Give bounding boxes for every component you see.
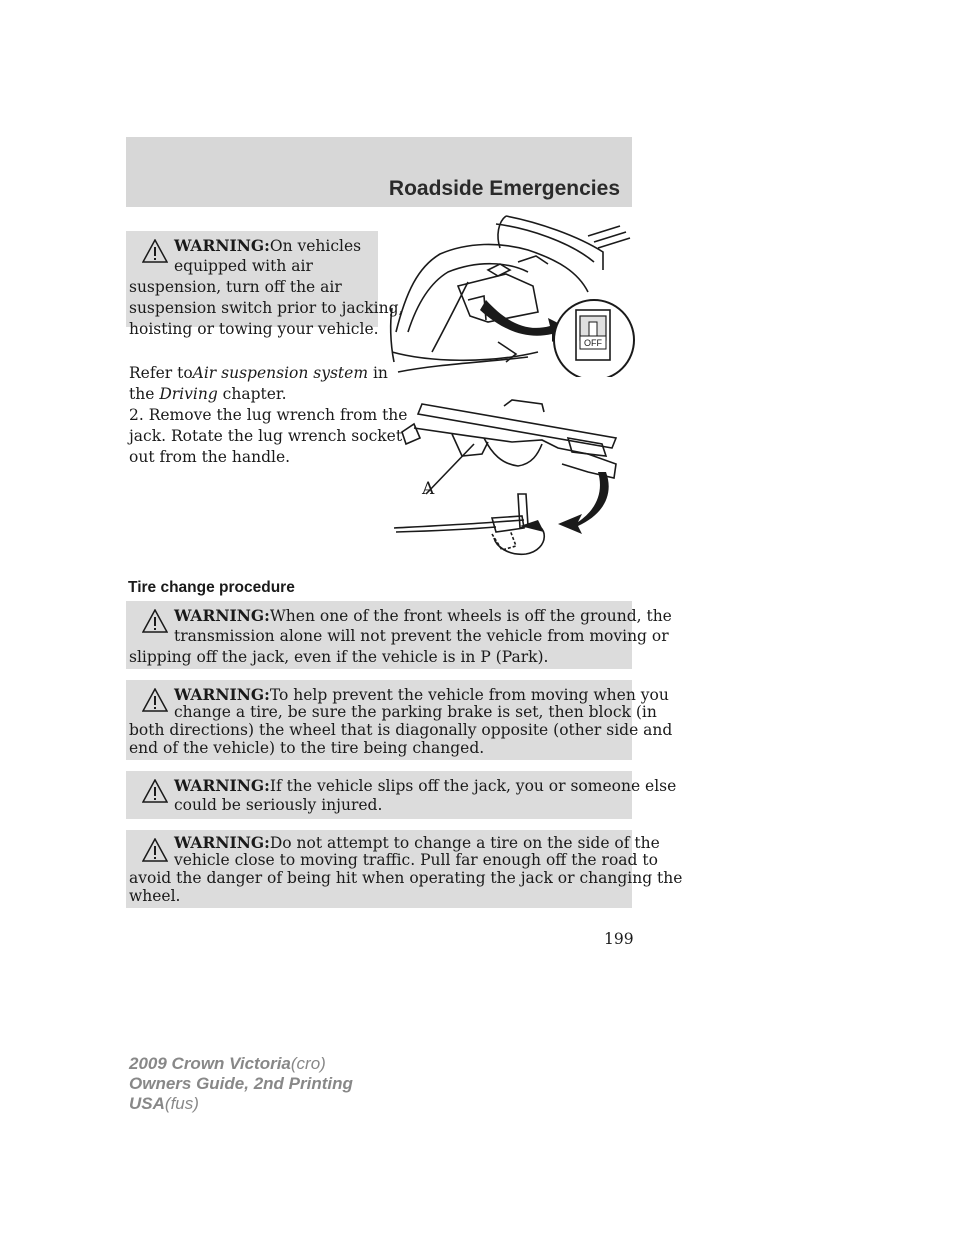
footer-line-1: 2009 Crown Victoria(cro) bbox=[129, 1054, 326, 1073]
step-2-line: jack. Rotate the lug wrench socket bbox=[129, 427, 403, 445]
trunk-air-suspension-switch-illustration bbox=[388, 212, 636, 377]
step-2-line: 2. Remove the lug wrench from the bbox=[129, 406, 408, 424]
warning-label: WARNING: bbox=[174, 236, 270, 255]
warning-triangle-icon bbox=[142, 838, 168, 862]
warning-line: avoid the danger of being hit when operating the jack or changing the bbox=[129, 869, 683, 887]
refer-line-1: Refer toAir suspension system in bbox=[129, 364, 388, 382]
warning-first-line: WARNING:When one of the front wheels is off the ground, the bbox=[174, 606, 672, 625]
jack-lug-wrench-illustration bbox=[392, 398, 632, 566]
page-number: 199 bbox=[604, 930, 634, 948]
callout-a: A bbox=[422, 479, 435, 499]
warning-line: slipping off the jack, even if the vehicle is in P (Park). bbox=[129, 648, 549, 666]
warning-triangle-icon bbox=[142, 239, 168, 263]
warning-line: hoisting or towing your vehicle. bbox=[129, 320, 379, 338]
warning-line: both directions) the wheel that is diagonally opposite (other side and bbox=[129, 721, 673, 739]
warning-line: equipped with air bbox=[174, 257, 313, 275]
warning-box-jack-slip bbox=[126, 771, 677, 819]
warning-line: wheel. bbox=[129, 887, 181, 905]
warning-first-line: WARNING:If the vehicle slips off the jack, you or someone else bbox=[174, 776, 677, 795]
warning-box-front-wheels bbox=[126, 601, 672, 669]
warning-line: suspension switch prior to jacking, bbox=[129, 299, 404, 317]
warning-first-line: WARNING:To help prevent the vehicle from moving when you bbox=[174, 685, 669, 704]
warning-line: change a tire, be sure the parking brake is set, then block (in bbox=[174, 703, 657, 721]
footer-line-3: USA(fus) bbox=[129, 1094, 199, 1113]
refer-link-air-suspension: Air suspension system bbox=[192, 364, 369, 382]
header-band bbox=[126, 137, 632, 207]
warning-box-air-suspension bbox=[126, 231, 404, 338]
warning-line: transmission alone will not prevent the vehicle from moving or bbox=[174, 627, 669, 645]
refer-line-2: the Driving chapter. bbox=[129, 385, 287, 403]
warning-first-line: WARNING:On vehicles bbox=[174, 236, 362, 255]
step-2-line: out from the handle. bbox=[129, 448, 291, 466]
switch-off-label: OFF bbox=[584, 338, 602, 348]
warning-triangle-icon bbox=[142, 609, 168, 633]
warning-line: could be seriously injured. bbox=[174, 796, 383, 814]
refer-link-driving: Driving bbox=[159, 385, 218, 403]
footer-line-2: Owners Guide, 2nd Printing bbox=[129, 1074, 353, 1093]
warning-line: vehicle close to moving traffic. Pull far enough off the road to bbox=[174, 851, 658, 869]
warning-triangle-icon bbox=[142, 688, 168, 712]
warning-triangle-icon bbox=[142, 779, 168, 803]
warning-box-parking-brake bbox=[126, 680, 673, 760]
page-section-title: Roadside Emergencies bbox=[388, 177, 620, 200]
warning-box-traffic bbox=[126, 830, 683, 908]
warning-line: suspension, turn off the air bbox=[129, 278, 342, 296]
warning-line: end of the vehicle) to the tire being changed. bbox=[129, 739, 485, 757]
section-heading-tire-change: Tire change procedure bbox=[128, 579, 295, 596]
warning-first-line: WARNING:Do not attempt to change a tire on the side of the bbox=[174, 833, 660, 852]
